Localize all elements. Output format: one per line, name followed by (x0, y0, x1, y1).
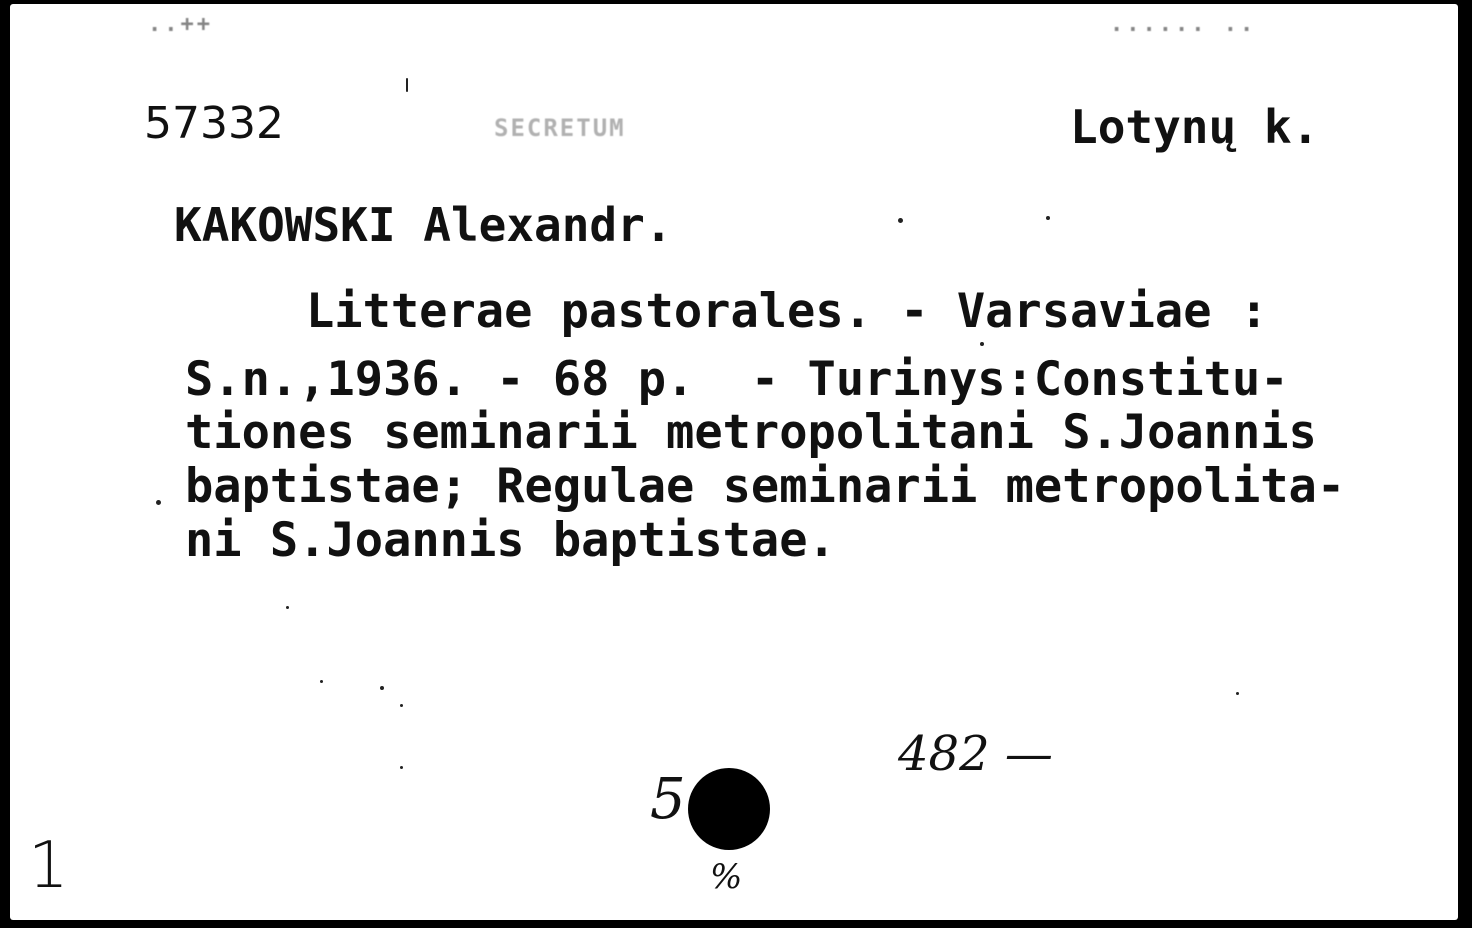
catalog-number: 57332 (144, 98, 284, 149)
punch-hole (688, 768, 770, 850)
author-heading: KAKOWSKI Alexandr. (174, 198, 673, 252)
description-line-2: S.n.,1936. - 68 p. - Turinys:Constitu- (185, 352, 1289, 407)
speck (1046, 216, 1050, 220)
description-line-1: Litterae pastorales. - Varsaviae : (306, 284, 1269, 339)
speck (400, 704, 403, 707)
speck (156, 500, 161, 505)
speck (380, 686, 384, 690)
speck (286, 606, 289, 609)
shelf-mark-handwritten: 482 — (898, 726, 1053, 782)
description-line-4: baptistae; Regulae seminarii metropolita- (185, 459, 1346, 514)
description-line-3: tiones seminarii metropolitani S.Joannis (185, 405, 1317, 460)
language-label: Lotynų k. (1070, 100, 1320, 154)
speck (1236, 692, 1239, 695)
handwritten-mark-near-hole: 5 (650, 767, 686, 832)
obscured-stamp: SECRETUM (494, 114, 626, 142)
speck (320, 680, 323, 683)
top-right-fragment: ...... .. (1110, 12, 1257, 37)
speck (400, 766, 403, 769)
left-handwritten-number: 1 (28, 829, 69, 903)
speck (898, 218, 903, 223)
catalog-card (10, 4, 1458, 920)
handwritten-mark-below-hole: % (710, 857, 743, 897)
description-line-5: ni S.Joannis baptistae. (185, 513, 836, 568)
top-left-fragment: ..++ (148, 12, 213, 37)
speck (406, 78, 408, 92)
speck (980, 342, 984, 346)
